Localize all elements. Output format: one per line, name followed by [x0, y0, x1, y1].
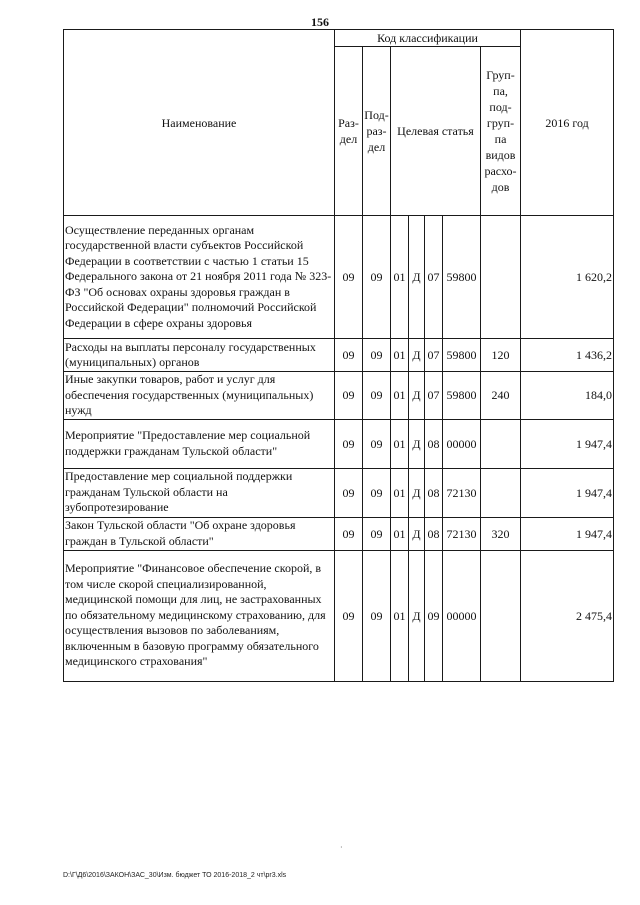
- row-name: Закон Тульской области "Об охране здоровья граждан в Тульской области": [64, 517, 335, 550]
- program-code: 01: [391, 517, 409, 550]
- event-code: 07: [425, 216, 443, 339]
- subsection-code: 09: [363, 216, 391, 339]
- event-code: 08: [425, 517, 443, 550]
- row-name: Мероприятие "Предоставление мер социальной поддержки гражданам Тульской области": [64, 419, 335, 468]
- expense-group-code: 240: [481, 372, 521, 420]
- header-section: Раз- дел: [335, 47, 363, 216]
- expense-group-code: 320: [481, 517, 521, 550]
- row-name: Осуществление переданных органам государственной власти субъектов Российской Федерации в соответствии с частью 1 статьи 15 Федерального закона от 21 ноября 2011 года № 323-ФЗ "Об основах охраны здоровья граждан в Российской Федерации" полномочий Российской Федерации в сфере охраны здоровья: [64, 216, 335, 339]
- subprogram-code: Д: [409, 339, 425, 372]
- expense-group-code: [481, 468, 521, 517]
- scan-mark: ·: [340, 843, 343, 852]
- section-code: 09: [335, 468, 363, 517]
- section-code: 09: [335, 372, 363, 420]
- header-target: Целевая статья: [391, 47, 481, 216]
- subprogram-code: Д: [409, 419, 425, 468]
- amount: 1 947,4: [521, 517, 614, 550]
- subsection-code: 09: [363, 517, 391, 550]
- event-code: 09: [425, 550, 443, 681]
- section-code: 09: [335, 216, 363, 339]
- subsection-code: 09: [363, 419, 391, 468]
- file-path-footer: D:\Г\Д6\2016\ЗАКОН\ЗАС_30\Изм. бюджет ТО 2016-2018_2 чт\pr3.xls: [63, 872, 287, 879]
- header-subsection: Под- раз- дел: [363, 47, 391, 216]
- amount: 184,0: [521, 372, 614, 420]
- amount: 1 436,2: [521, 339, 614, 372]
- amount: 1 947,4: [521, 419, 614, 468]
- row-name: Предоставление мер социальной поддержки гражданам Тульской области на зубопротезирование: [64, 468, 335, 517]
- table-row: [64, 216, 614, 339]
- subsection-code: 09: [363, 372, 391, 420]
- subsection-code: 09: [363, 339, 391, 372]
- table-row: [64, 550, 614, 681]
- row-name: Мероприятие "Финансовое обеспечение скорой, в том числе скорой специализированной, медицинской помощи для лиц, не застрахованных по обязательному медицинскому страхованию, для осуществления вызовов по заболеваниям, включенным в базовую программу обязательного медицинского страхования": [64, 550, 335, 681]
- header-year: 2016 год: [521, 30, 614, 216]
- row-name: Расходы на выплаты персоналу государственных (муниципальных) органов: [64, 339, 335, 372]
- header-group: Груп- па, под- груп- па видов расхо- дов: [481, 47, 521, 216]
- event-code: 07: [425, 339, 443, 372]
- table-row: [64, 468, 614, 517]
- direction-code: 00000: [443, 419, 481, 468]
- amount: 2 475,4: [521, 550, 614, 681]
- subprogram-code: Д: [409, 468, 425, 517]
- section-code: 09: [335, 517, 363, 550]
- event-code: 07: [425, 372, 443, 420]
- table-row: [64, 339, 614, 372]
- expense-group-code: 120: [481, 339, 521, 372]
- table-row: [64, 372, 614, 420]
- direction-code: 72130: [443, 517, 481, 550]
- table-row: [64, 419, 614, 468]
- event-code: 08: [425, 468, 443, 517]
- direction-code: 00000: [443, 550, 481, 681]
- row-name: Иные закупки товаров, работ и услуг для обеспечения государственных (муниципальных) нужд: [64, 372, 335, 420]
- program-code: 01: [391, 550, 409, 681]
- direction-code: 59800: [443, 339, 481, 372]
- event-code: 08: [425, 419, 443, 468]
- expense-group-code: [481, 550, 521, 681]
- subsection-code: 09: [363, 550, 391, 681]
- subprogram-code: Д: [409, 372, 425, 420]
- direction-code: 59800: [443, 372, 481, 420]
- page-number: 156: [311, 15, 329, 29]
- expense-group-code: [481, 216, 521, 339]
- amount: 1 620,2: [521, 216, 614, 339]
- subsection-code: 09: [363, 468, 391, 517]
- header-name: Наименование: [64, 30, 335, 216]
- program-code: 01: [391, 339, 409, 372]
- direction-code: 72130: [443, 468, 481, 517]
- header-row-top: [64, 30, 614, 47]
- subprogram-code: Д: [409, 517, 425, 550]
- program-code: 01: [391, 372, 409, 420]
- direction-code: 59800: [443, 216, 481, 339]
- section-code: 09: [335, 419, 363, 468]
- table-row: [64, 517, 614, 550]
- expense-group-code: [481, 419, 521, 468]
- budget-table: [63, 29, 614, 682]
- program-code: 01: [391, 419, 409, 468]
- program-code: 01: [391, 216, 409, 339]
- subprogram-code: Д: [409, 550, 425, 681]
- section-code: 09: [335, 550, 363, 681]
- amount: 1 947,4: [521, 468, 614, 517]
- program-code: 01: [391, 468, 409, 517]
- header-code: Код классификации: [335, 30, 521, 47]
- subprogram-code: Д: [409, 216, 425, 339]
- section-code: 09: [335, 339, 363, 372]
